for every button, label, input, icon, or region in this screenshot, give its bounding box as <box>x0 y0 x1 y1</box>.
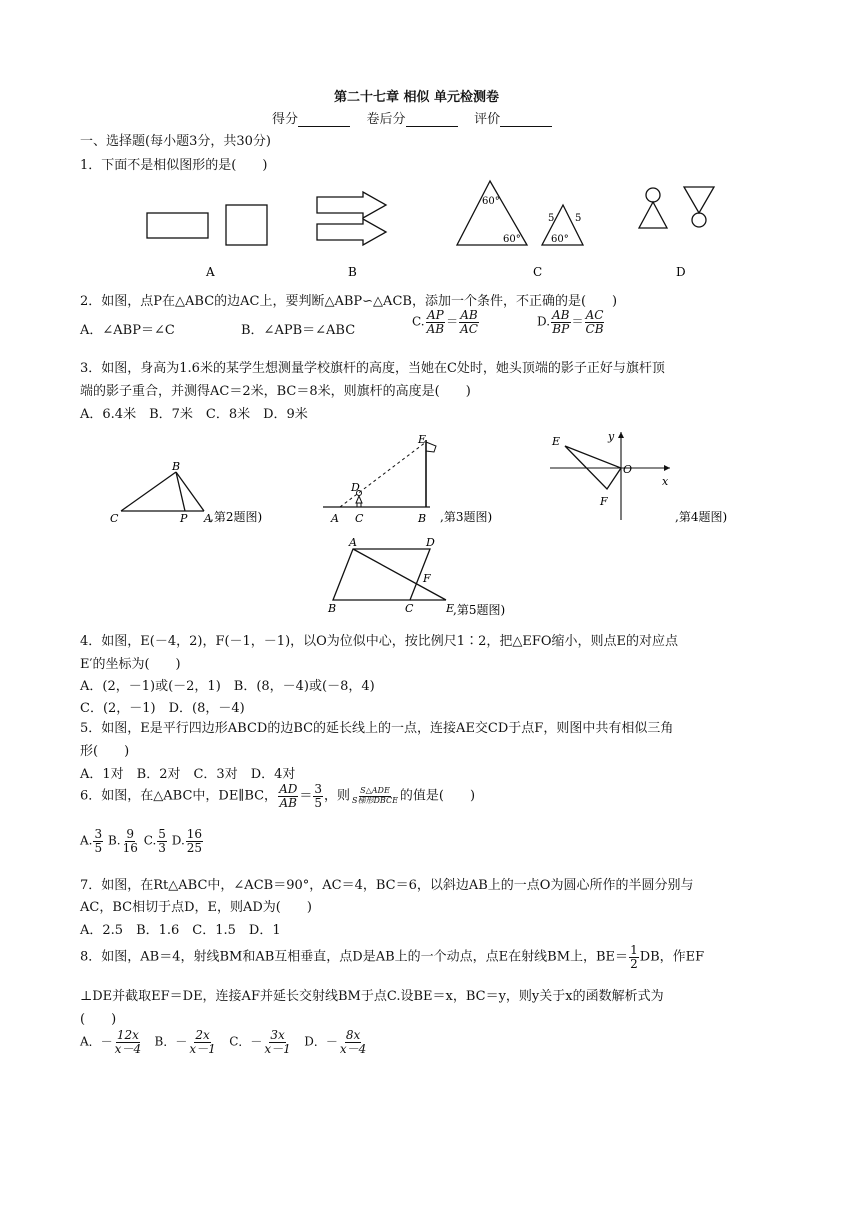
question-2-stem: 2．如图，点P在△ABC的边AC上，要判断△ABP∽△ACB，添加一个条件，不正确的是( ) <box>80 294 618 309</box>
q1-option-b: B <box>348 265 357 279</box>
question-5-options: A．1对 B．2对 C．3对 D．4对 <box>80 767 296 782</box>
question-8-line-2: ⊥DE并截取EF＝DE，连接AF并延长交射线BM于点C.设BE＝x，BC＝y，则y关于x的函数解析式为 <box>80 989 664 1004</box>
question-6-stem: 6．如图，在△ABC中，DE∥BC， $\frac{AD}{AB}$ ＝ $\frac{3}{5}$ ，则 $\frac{\text{S△ADE}}{\text{S梯形DBCE}}$ 的值是( ) <box>80 782 476 810</box>
fig5-label-d: D <box>426 536 435 549</box>
question-7-line-2: AC，BC相切于点D，E，则AD为( ) <box>80 900 312 915</box>
question-3-line-1: 3．如图，身高为1.6米的某学生想测量学校旗杆的高度，当她在C处时，她头顶端的影子正好与旗杆顶 <box>80 361 665 376</box>
fig3-label-e: E <box>418 433 427 446</box>
fig3-label-b: B <box>418 512 427 525</box>
question-7-line-1: 7．如图，在Rt△ABC中，∠ACB＝90°，AC＝4，BC＝6，以斜边AB上的一点O为圆心所作的半圆分别与 <box>80 878 694 893</box>
fig4-caption: ,第4题图) <box>675 510 728 524</box>
q1-option-c: C <box>533 265 543 279</box>
fig4-label-x: x <box>662 475 669 488</box>
page-title: 第二十七章 相似 单元检测卷 <box>334 90 500 105</box>
fig4-label-y: y <box>608 430 615 443</box>
question-2-option-a: A．∠ABP＝∠C <box>80 323 175 338</box>
question-8-line-3: ( ) <box>80 1012 117 1027</box>
question-2-option-b: B．∠APB＝∠ABC <box>241 323 356 338</box>
fig5-label-a: A <box>349 536 357 549</box>
after-label: 卷后分 <box>366 112 406 127</box>
fig2-label-p: P <box>180 512 188 525</box>
question-2-option-d: D. $\frac{AB}{BP}$ ＝ $\frac{AC}{CB}$ <box>537 308 604 336</box>
q1-angle-label-top: 60° <box>482 196 500 207</box>
fig3-caption: ,第3题图) <box>440 510 493 524</box>
question-8-options: A．－ $\frac{12x}{x-4}$ B．－ $\frac{2x}{x-1}$ C．－ $\frac{3x}{x-1}$ D．－ $\frac{8x}{x-4}$ <box>80 1028 367 1056</box>
q1-angle-label-small: 60° <box>551 234 569 245</box>
fig5-label-b: B <box>328 602 337 615</box>
fig2-caption: ,第2题图) <box>210 510 263 524</box>
q1-option-d: D <box>676 265 686 279</box>
question-4-options-1: A．(2，－1)或(－2，1) B．(8，－4)或(－8，4) <box>80 679 375 694</box>
fig3-flagpole-diagram <box>323 440 436 507</box>
question-1-stem: 1．下面不是相似图形的是( ) <box>80 158 268 173</box>
fig5-label-f: F <box>423 572 431 585</box>
fig5-label-e: E <box>446 602 455 615</box>
fig2-triangle <box>121 472 204 511</box>
question-4-line-2: E′的坐标为( ) <box>80 657 181 672</box>
fig4-label-o: O <box>623 463 633 476</box>
fig5-label-c: C <box>405 602 414 615</box>
question-6-options: A. $\frac{3}{5}$ B. $\frac{9}{16}$ C. $\frac{5}{3}$ D. $\frac{16}{25}$ <box>80 827 203 855</box>
question-3-line-2: 端的影子重合，并测得AC＝2米，BC＝8米，则旗杆的高度是( ) <box>80 384 471 399</box>
question-8-line-1: 8．如图，AB＝4，射线BM和AB互相垂直，点D是AB上的一个动点，点E在射线BM上，BE＝ $\frac{1}{2}$ DB，作EF <box>80 943 705 971</box>
section-heading: 一、选择题(每小题3分，共30分) <box>80 134 271 149</box>
question-5-line-2: 形( ) <box>80 744 130 759</box>
fig2-label-b: B <box>172 460 181 473</box>
question-3-options: A．6.4米 B．7米 C．8米 D．9米 <box>80 407 308 422</box>
question-4-line-1: 4．如图，E(－4，2)，F(－1，－1)，以O为位似中心，按比例尺1∶2，把△EFO缩小，则点E的对应点 <box>80 634 679 649</box>
q1-option-a: A <box>206 265 215 279</box>
fig3-label-c: C <box>355 512 364 525</box>
question-5-line-1: 5．如图，E是平行四边形ABCD的边BC的延长线上的一点，连接AE交CD于点F，则图中共有相似三角 <box>80 721 674 736</box>
fig2-label-a: A <box>204 512 212 525</box>
q1-angle-label-right: 60° <box>503 234 521 245</box>
question-7-options: A．2.5 B．1.6 C．1.5 D．1 <box>80 923 281 938</box>
q1-side-label-left: 5 <box>548 213 555 224</box>
q1-side-label-right: 5 <box>575 213 582 224</box>
fig4-label-e: E <box>552 435 561 448</box>
fig5-caption: ,第5题图) <box>453 603 506 617</box>
fig3-label-a: A <box>331 512 339 525</box>
question-2-option-c: C. $\frac{AP}{AB}$ ＝ $\frac{AB}{AC}$ <box>412 308 478 336</box>
question-4-options-2: C．(2，－1) D．(8，－4) <box>80 701 245 716</box>
fig3-label-d: D <box>351 481 360 494</box>
fig4-coordinate-diagram <box>550 432 670 520</box>
fig4-label-f: F <box>600 495 608 508</box>
eval-label: 评价 <box>474 112 501 127</box>
fig2-label-c: C <box>110 512 119 525</box>
score-label: 得分 <box>272 112 299 127</box>
